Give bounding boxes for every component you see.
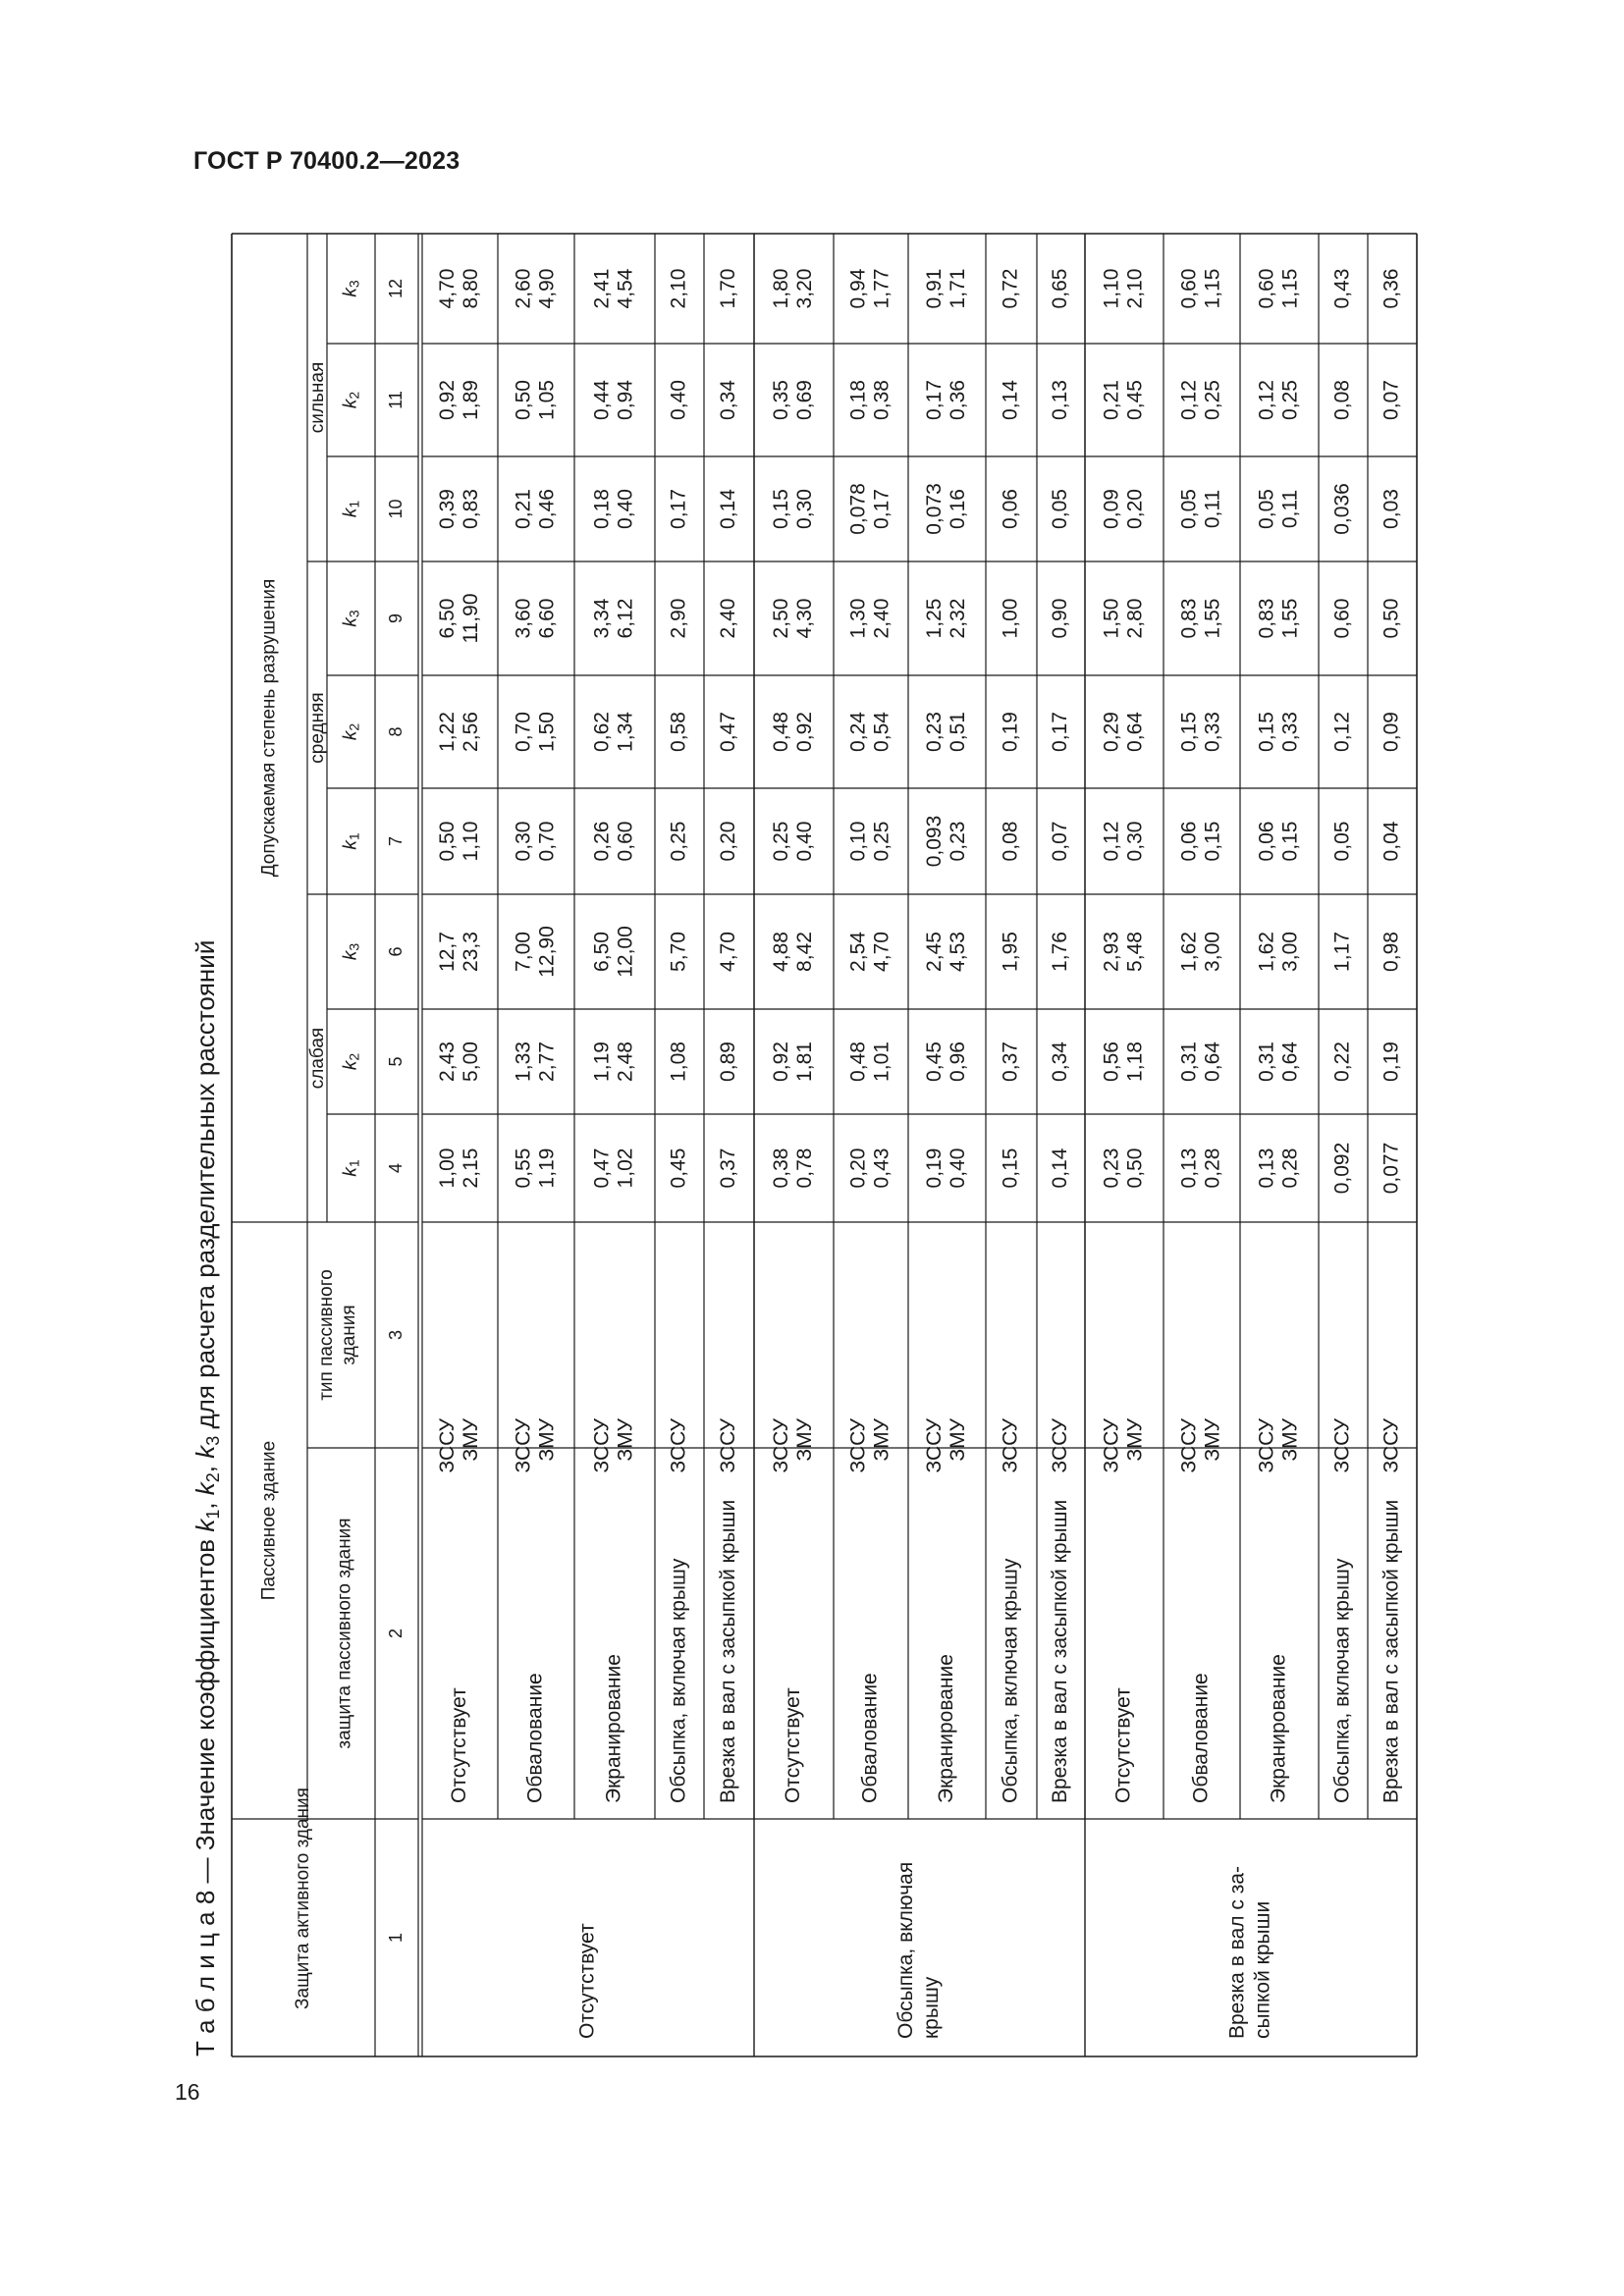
column-number: 2: [385, 1628, 406, 1639]
coefficient-value: 0,96: [947, 1041, 970, 1082]
passive-protection-cell: Обсыпка, включая крышу: [1330, 1558, 1354, 1803]
passive-protection-cell: Врезка в вал с засыпкой крыши: [1380, 1499, 1403, 1803]
coefficient-value: 0,24: [846, 712, 870, 752]
coefficient-value: 0,03: [1380, 489, 1403, 529]
coefficient-value: 0,078: [846, 483, 870, 535]
coefficient-value: 1,77: [870, 268, 893, 309]
header-active-protection: Защита активного здания: [293, 1788, 314, 2009]
passive-protection-cell: Обсыпка, включая крышу: [667, 1558, 690, 1803]
coefficient-value: 0,22: [1330, 1041, 1354, 1082]
coefficient-value: 0,31: [1255, 1041, 1278, 1082]
coefficient-value: 3,34: [590, 598, 614, 639]
header-strong: сильная: [307, 361, 329, 434]
coefficient-value: 0,33: [1278, 712, 1302, 752]
coefficient-value: 0,38: [870, 380, 893, 420]
coefficient-value: 0,05: [1255, 489, 1278, 529]
coefficient-value: 3,60: [512, 598, 535, 639]
coefficient-value: 0,91: [923, 268, 947, 309]
coefficient-value: 0,50: [1123, 1148, 1147, 1189]
coefficient-value: 3,00: [1201, 932, 1224, 972]
coefficient-value: 0,64: [1123, 712, 1147, 752]
table-cells: [259, 268, 1403, 2039]
coefficient-value: 0,25: [870, 821, 893, 862]
coefficient-value: 0,58: [667, 712, 690, 752]
column-number: 11: [385, 391, 406, 409]
coefficient-value: 0,14: [717, 489, 740, 529]
coefficient-value: 0,56: [1100, 1041, 1123, 1082]
caption-label: Т а б л и ц а 8: [190, 1890, 220, 2056]
passive-protection-cell: Экранирование: [602, 1654, 625, 1803]
header-passive-protection: защита пассивного здания: [334, 1518, 355, 1749]
passive-type-cell: ЗССУ: [717, 1418, 740, 1473]
column-number: 6: [385, 946, 406, 957]
coefficient-value: 1,02: [614, 1148, 637, 1189]
active-protection-label: Обсыпка, включая: [894, 1861, 918, 2039]
coefficient-value: 1,55: [1278, 598, 1302, 639]
coefficient-value: 1,19: [535, 1148, 559, 1189]
passive-protection-cell: Отсутствует: [782, 1687, 805, 1803]
coefficient-value: 1,80: [770, 268, 793, 309]
coefficient-value: 3,20: [793, 268, 817, 309]
coefficient-value: 0,36: [947, 380, 970, 420]
passive-type-cell: ЗМУ: [460, 1418, 483, 1462]
coefficient-value: 0,39: [436, 489, 460, 529]
coefficient-value: 0,45: [923, 1041, 947, 1082]
coefficient-value: 3,00: [1278, 932, 1302, 972]
page-number: 16: [175, 2079, 200, 2105]
passive-type-cell: ЗССУ: [1380, 1418, 1403, 1473]
passive-protection-cell: Обвалование: [1189, 1673, 1213, 1803]
coefficient-value: 2,10: [1123, 268, 1147, 309]
coefficient-value: 0,35: [770, 380, 793, 420]
coefficient-value: 0,54: [870, 712, 893, 752]
coefficient-value: 0,30: [512, 821, 535, 862]
coefficient-value: 0,19: [1380, 1041, 1403, 1082]
coefficient-value: 1,34: [614, 712, 637, 752]
coefficient-value: 0,50: [1380, 598, 1403, 639]
coefficient-value: 4,53: [947, 932, 970, 972]
coefficient-value: 0,40: [793, 821, 817, 862]
passive-protection-cell: Обвалование: [523, 1673, 547, 1803]
coefficient-value: 0,48: [846, 1041, 870, 1082]
coefficient-value: 0,12: [1177, 380, 1201, 420]
coefficient-value: 2,32: [947, 598, 970, 639]
coefficient-value: 2,45: [923, 932, 947, 972]
coefficient-value: 6,50: [590, 932, 614, 972]
coefficient-value: 0,55: [512, 1148, 535, 1189]
coefficient-value: 7,00: [512, 932, 535, 972]
coefficient-value: 0,69: [793, 380, 817, 420]
passive-type-cell: ЗССУ: [667, 1418, 690, 1473]
coefficient-value: 4,70: [870, 932, 893, 972]
coefficient-value: 2,54: [846, 932, 870, 972]
coefficient-value: 5,70: [667, 932, 690, 972]
coefficient-value: 0,65: [1049, 268, 1072, 309]
coefficient-value: 11,90: [460, 593, 483, 644]
coefficient-value: 0,37: [717, 1148, 740, 1189]
coefficient-value: 0,33: [1201, 712, 1224, 752]
coefficient-value: 0,40: [947, 1148, 970, 1189]
coefficient-value: 0,15: [1255, 712, 1278, 752]
column-number: 12: [385, 278, 406, 299]
coefficient-value: 0,43: [1330, 268, 1354, 309]
coefficient-value: 0,25: [770, 821, 793, 862]
coefficient-value: 0,21: [512, 489, 535, 529]
coefficient-value: 0,36: [1380, 268, 1403, 309]
coefficient-value: 4,90: [535, 268, 559, 309]
coefficient-value: 0,20: [1123, 489, 1147, 529]
passive-type-cell: ЗМУ: [793, 1418, 817, 1462]
coefficient-value: 4,30: [793, 598, 817, 639]
header-k-2: $k_2$: [340, 722, 362, 741]
coefficient-value: 2,48: [614, 1041, 637, 1082]
column-number: 9: [385, 613, 406, 624]
column-number: 10: [385, 499, 406, 519]
coefficient-value: 0,077: [1380, 1142, 1403, 1195]
coefficient-value: 0,06: [1177, 821, 1201, 862]
passive-protection-cell: Отсутствует: [448, 1687, 471, 1803]
coefficient-value: 1,10: [1100, 268, 1123, 309]
coefficient-value: 4,88: [770, 932, 793, 972]
coefficient-value: 2,80: [1123, 598, 1147, 639]
coefficient-value: 0,036: [1330, 483, 1354, 535]
coefficient-value: 0,073: [923, 483, 947, 535]
coefficient-value: 0,19: [923, 1148, 947, 1189]
coefficient-value: 0,09: [1100, 489, 1123, 529]
passive-type-cell: ЗССУ: [590, 1418, 614, 1473]
coefficient-value: 1,95: [999, 932, 1022, 972]
coefficient-value: 6,12: [614, 598, 637, 639]
coefficient-value: 2,93: [1100, 932, 1123, 972]
coefficient-value: 0,17: [870, 489, 893, 529]
header-allowed-degree: Допускаемая степень разрушения: [258, 578, 280, 878]
header-passive-building: Пассивное здание: [258, 1440, 280, 1601]
coefficient-value: 0,20: [846, 1148, 870, 1189]
coefficient-value: 0,64: [1278, 1041, 1302, 1082]
coefficient-value: 0,44: [590, 380, 614, 420]
coefficient-value: 12,7: [436, 932, 460, 972]
coefficient-value: 0,60: [1330, 598, 1354, 639]
coefficient-value: 0,26: [590, 821, 614, 862]
coefficient-value: 0,40: [614, 489, 637, 529]
coefficient-value: 1,01: [870, 1041, 893, 1082]
coefficient-value: 1,70: [717, 268, 740, 309]
header-k-1: $k_1$: [340, 500, 362, 518]
coefficient-value: 2,56: [460, 712, 483, 752]
coefficient-value: 0,12: [1255, 380, 1278, 420]
coefficient-value: 6,50: [436, 598, 460, 639]
coefficient-value: 0,40: [667, 380, 690, 420]
coefficient-value: 0,16: [947, 489, 970, 529]
coefficient-value: 1,18: [1123, 1041, 1147, 1082]
coefficient-value: 0,92: [793, 712, 817, 752]
coefficient-value: 0,25: [1201, 380, 1224, 420]
coefficient-value: 1,50: [535, 712, 559, 752]
passive-type-cell: ЗССУ: [1255, 1418, 1278, 1473]
coefficient-value: 0,50: [436, 821, 460, 862]
coefficient-value: 0,92: [770, 1041, 793, 1082]
coefficient-value: 0,28: [1278, 1148, 1302, 1189]
coefficient-value: 0,70: [512, 712, 535, 752]
coefficient-value: 0,37: [999, 1041, 1022, 1082]
column-number: 3: [385, 1329, 406, 1341]
coefficient-value: 0,093: [923, 815, 947, 868]
header-k-3: $k_3$: [340, 280, 362, 297]
coefficient-value: 1,00: [999, 598, 1022, 639]
coefficient-value: 2,43: [436, 1041, 460, 1082]
coefficient-value: 0,29: [1100, 712, 1123, 752]
coefficient-value: 1,62: [1177, 932, 1201, 972]
coefficient-value: 1,15: [1201, 268, 1224, 309]
coefficient-value: 2,40: [870, 598, 893, 639]
coefficient-value: 0,15: [1177, 712, 1201, 752]
coefficient-value: 1,62: [1255, 932, 1278, 972]
coefficient-value: 0,83: [460, 489, 483, 529]
passive-type-cell: ЗССУ: [512, 1418, 535, 1473]
coefficient-value: 0,30: [793, 489, 817, 529]
active-protection-label: Врезка в вал с за-: [1225, 1865, 1249, 2039]
coefficient-value: 0,90: [1049, 598, 1072, 639]
coefficient-value: 1,00: [436, 1148, 460, 1189]
coefficient-value: 0,34: [1049, 1041, 1072, 1082]
passive-type-cell: ЗССУ: [436, 1418, 460, 1473]
passive-type-cell: ЗССУ: [999, 1418, 1022, 1473]
coefficient-value: 0,23: [1100, 1148, 1123, 1189]
header-passive-type: здания: [339, 1305, 360, 1365]
coefficient-value: 8,42: [793, 932, 817, 972]
passive-type-cell: ЗМУ: [1123, 1418, 1147, 1462]
passive-type-cell: ЗССУ: [1049, 1418, 1072, 1473]
coefficient-value: 2,77: [535, 1041, 559, 1082]
coefficient-value: 0,13: [1049, 380, 1072, 420]
coefficient-value: 1,89: [460, 380, 483, 420]
passive-type-cell: ЗМУ: [870, 1418, 893, 1462]
coefficient-value: 0,60: [1177, 268, 1201, 309]
coefficient-value: 1,15: [1278, 268, 1302, 309]
coefficient-value: 0,25: [1278, 380, 1302, 420]
coefficient-value: 0,09: [1380, 712, 1403, 752]
coefficient-value: 0,05: [1049, 489, 1072, 529]
coefficient-value: 0,60: [614, 821, 637, 862]
passive-type-cell: ЗМУ: [535, 1418, 559, 1462]
passive-type-cell: ЗССУ: [1330, 1418, 1354, 1473]
coefficient-value: 0,14: [1049, 1148, 1072, 1189]
coefficient-value: 0,47: [590, 1148, 614, 1189]
passive-type-cell: ЗМУ: [1201, 1418, 1224, 1462]
coefficient-value: 1,30: [846, 598, 870, 639]
header-weak: слабая: [307, 1027, 329, 1090]
coefficient-value: 0,70: [535, 821, 559, 862]
coefficient-value: 1,19: [590, 1041, 614, 1082]
coefficient-value: 1,17: [1330, 932, 1354, 972]
coefficient-value: 5,00: [460, 1041, 483, 1082]
passive-protection-cell: Врезка в вал с засыпкой крыши: [717, 1499, 740, 1803]
coefficient-value: 0,07: [1049, 821, 1072, 862]
coefficient-value: 0,15: [770, 489, 793, 529]
coefficient-value: 0,89: [717, 1041, 740, 1082]
coefficient-value: 0,38: [770, 1148, 793, 1189]
coefficient-value: 0,46: [535, 489, 559, 529]
coefficient-value: 5,48: [1123, 932, 1147, 972]
coefficient-value: 0,17: [667, 489, 690, 529]
coefficient-value: 4,54: [614, 268, 637, 309]
coefficient-value: 4,70: [717, 932, 740, 972]
coefficient-value: 0,51: [947, 712, 970, 752]
active-protection-label: крышу: [920, 1976, 944, 2039]
coefficient-value: 4,70: [436, 268, 460, 309]
coefficient-value: 0,17: [923, 380, 947, 420]
coefficient-value: 0,94: [846, 268, 870, 309]
coefficient-value: 0,25: [667, 821, 690, 862]
coefficient-value: 0,13: [1255, 1148, 1278, 1189]
coefficient-value: 0,23: [923, 712, 947, 752]
active-protection-label: сыпкой крыши: [1251, 1900, 1274, 2039]
coefficient-value: 1,81: [793, 1041, 817, 1082]
passive-protection-cell: Обсыпка, включая крышу: [999, 1558, 1022, 1803]
coefficient-value: 1,05: [535, 380, 559, 420]
header-k-2: $k_2$: [340, 391, 362, 409]
coefficient-value: 0,30: [1123, 821, 1147, 862]
header-passive-type: тип пассивного: [316, 1269, 338, 1401]
coefficient-value: 0,64: [1201, 1041, 1224, 1082]
coefficient-value: 1,08: [667, 1041, 690, 1082]
coefficient-value: 0,08: [999, 821, 1022, 862]
coefficient-value: 0,05: [1330, 821, 1354, 862]
coefficient-value: 0,60: [1255, 268, 1278, 309]
passive-type-cell: ЗМУ: [947, 1418, 970, 1462]
column-number: 1: [385, 1932, 406, 1944]
coefficient-value: 0,45: [1123, 380, 1147, 420]
coefficient-value: 0,83: [1255, 598, 1278, 639]
coefficient-value: 0,15: [1201, 821, 1224, 862]
coefficient-value: 0,43: [870, 1148, 893, 1189]
coefficient-value: 0,18: [590, 489, 614, 529]
passive-type-cell: ЗМУ: [614, 1418, 637, 1462]
coefficient-value: 0,06: [1255, 821, 1278, 862]
coefficient-value: 1,22: [436, 712, 460, 752]
coefficient-value: 0,05: [1177, 489, 1201, 529]
coefficient-value: 0,62: [590, 712, 614, 752]
coefficient-value: 1,76: [1049, 932, 1072, 972]
coefficient-value: 0,48: [770, 712, 793, 752]
coefficient-value: 1,55: [1201, 598, 1224, 639]
coefficient-value: 0,23: [947, 821, 970, 862]
coefficient-value: 23,3: [460, 932, 483, 972]
coefficient-value: 1,33: [512, 1041, 535, 1082]
coefficient-value: 0,17: [1049, 712, 1072, 752]
coefficient-value: 2,90: [667, 598, 690, 639]
coefficient-value: 0,45: [667, 1148, 690, 1189]
coefficient-value: 1,50: [1100, 598, 1123, 639]
table-caption: Т а б л и ц а 8 — Значение коэффициентов k1, k2, k3 для расчета разделительных расстояний: [190, 939, 223, 2056]
table-grid: [232, 234, 1417, 2056]
header-k-1: $k_1$: [340, 1159, 362, 1177]
passive-protection-cell: Экранирование: [1267, 1654, 1290, 1803]
coefficient-value: 0,21: [1100, 380, 1123, 420]
coefficient-value: 2,15: [460, 1148, 483, 1189]
header-medium: средняя: [307, 692, 329, 764]
column-number: 5: [385, 1056, 406, 1067]
coefficient-value: 0,12: [1330, 712, 1354, 752]
coefficient-value: 0,11: [1201, 489, 1224, 529]
coefficient-value: 12,00: [614, 926, 637, 978]
coefficient-value: 0,13: [1177, 1148, 1201, 1189]
coefficient-value: 12,90: [535, 926, 559, 978]
coefficient-value: 0,14: [999, 380, 1022, 420]
coefficient-value: 6,60: [535, 598, 559, 639]
passive-type-cell: ЗССУ: [1100, 1418, 1123, 1473]
coefficient-value: 0,18: [846, 380, 870, 420]
coefficient-value: 0,34: [717, 380, 740, 420]
header-k-1: $k_1$: [340, 832, 362, 850]
coefficient-value: 8,80: [460, 268, 483, 309]
document-header: ГОСТ Р 70400.2—2023: [193, 147, 460, 175]
active-protection-label: Отсутствует: [575, 1923, 599, 2039]
passive-type-cell: ЗССУ: [770, 1418, 793, 1473]
column-number: 7: [385, 835, 406, 847]
coefficient-value: 0,10: [846, 821, 870, 862]
coefficient-value: 0,12: [1100, 821, 1123, 862]
coefficient-value: 2,40: [717, 598, 740, 639]
passive-type-cell: ЗССУ: [846, 1418, 870, 1473]
passive-protection-cell: Врезка в вал с засыпкой крыши: [1049, 1499, 1072, 1803]
passive-type-cell: ЗМУ: [1278, 1418, 1302, 1462]
coefficient-value: 0,50: [512, 380, 535, 420]
column-number: 4: [385, 1162, 406, 1174]
coefficient-value: 2,60: [512, 268, 535, 309]
passive-protection-cell: Экранирование: [935, 1654, 958, 1803]
coefficient-value: 1,71: [947, 268, 970, 309]
coefficient-value: 2,10: [667, 268, 690, 309]
coefficient-value: 0,06: [999, 489, 1022, 529]
coefficient-value: 1,10: [460, 821, 483, 862]
coefficient-value: 0,98: [1380, 932, 1403, 972]
coefficient-value: 0,19: [999, 712, 1022, 752]
coefficient-value: 0,15: [999, 1148, 1022, 1189]
coefficient-value: 0,15: [1278, 821, 1302, 862]
column-number: 8: [385, 726, 406, 737]
passive-protection-cell: Обвалование: [858, 1673, 882, 1803]
coefficient-value: 0,07: [1380, 380, 1403, 420]
coefficient-value: 2,50: [770, 598, 793, 639]
coefficient-value: 0,04: [1380, 821, 1403, 862]
coefficient-value: 0,83: [1177, 598, 1201, 639]
coefficient-value: 0,94: [614, 380, 637, 420]
coefficient-value: 0,08: [1330, 380, 1354, 420]
coefficient-value: 0,20: [717, 821, 740, 862]
coefficient-value: 0,28: [1201, 1148, 1224, 1189]
coefficient-value: 0,47: [717, 712, 740, 752]
passive-type-cell: ЗССУ: [1177, 1418, 1201, 1473]
coefficient-value: 0,72: [999, 268, 1022, 309]
header-k-2: $k_2$: [340, 1052, 362, 1071]
coefficient-value: 2,41: [590, 268, 614, 309]
coefficient-value: 0,31: [1177, 1041, 1201, 1082]
passive-protection-cell: Отсутствует: [1111, 1687, 1135, 1803]
coefficient-value: 0,78: [793, 1148, 817, 1189]
passive-type-cell: ЗССУ: [923, 1418, 947, 1473]
header-k-3: $k_3$: [340, 942, 362, 961]
coefficient-value: 1,25: [923, 598, 947, 639]
coefficient-value: 0,92: [436, 380, 460, 420]
coefficient-value: 0,092: [1330, 1142, 1354, 1195]
coefficient-value: 0,11: [1278, 489, 1302, 529]
header-k-3: $k_3$: [340, 610, 362, 627]
